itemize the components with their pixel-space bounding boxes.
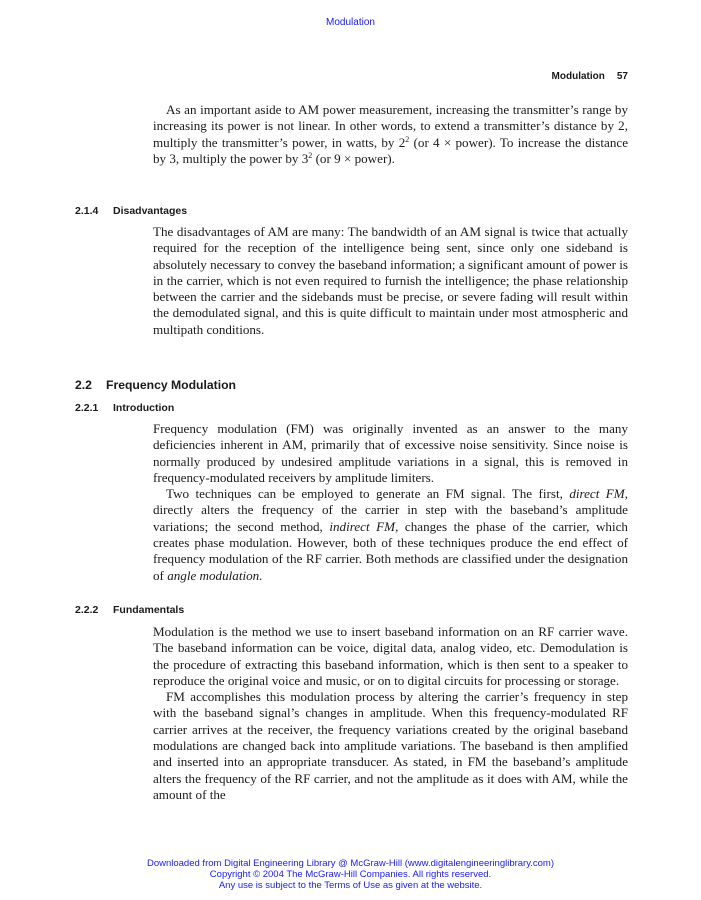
introduction-paragraph-2 [153,486,628,584]
intro-paragraph [153,102,628,167]
disadvantages-block [153,224,628,338]
fundamentals-block [153,624,628,803]
section-title: Disadvantages [113,205,188,217]
footer-terms[interactable]: Any use is subject to the Terms of Use as given at the website. [218,880,483,891]
emphasis: direct FM, [569,486,628,502]
section-title: Frequency Modulation [106,378,237,392]
section-number: 2.2.2 [75,604,99,616]
running-title: Modulation [551,71,605,82]
page-number: 57 [616,71,628,82]
disadvantages-paragraph: The disadvantages of AM are many: The bandwidth of an AM signal is twice that actually required for the reception of the intelligence being sent, since only one sideband is absolutely necessary to convey the baseband information; a significant amount of power is in the carrier, which is not even required to furnish the intelligence; the phase relationship between the carrier and the sidebands must be precise, or severe fading will result within the demodulated signal, and this is quite difficult to maintain under most atmospheric and multipath conditions. [153,224,628,337]
section-title: Fundamentals [113,604,185,616]
introduction-block [153,421,628,584]
intro-block [153,102,628,167]
emphasis: angle modulation. [167,567,263,583]
section-heading-2-2-2 [75,604,184,616]
emphasis: indirect FM, [329,518,399,534]
footer-download-link[interactable]: Downloaded from Digital Engineering Library @ McGraw-Hill (www.digitalengineeringlibrary.com) [146,858,555,869]
text-run: As an important aside to AM power measurement, increasing the transmitter’s range by increasing its power is not linear. In other words, to extend a transmitter’s distance by 2, multiply the transmitter’s power, in watts, by 2 [153,102,628,150]
superscript: 2 [308,150,313,160]
superscript: 2 [405,134,410,144]
section-title: Introduction [113,402,175,414]
footer [0,858,701,891]
section-number: 2.2.1 [75,402,99,414]
footer-copyright[interactable]: Copyright © 2004 The McGraw-Hill Companies. All rights reserved. [209,869,492,880]
text-run: directly alters the frequency of the carrier in step with the baseband’s amplitude variations; the second method, [153,502,628,534]
fundamentals-paragraph-2: FM accomplishes this modulation process by altering the carrier’s frequency in step with the baseband signal’s changes in amplitude. When this frequency-modulated RF carrier arrives at the receiver, the frequency variations created by the original baseband modulations are changed back into amplitude variations. The baseband is then amplified and inserted into an appropriate transducer. As stated, in FM the baseband’s amplitude alters the frequency of the RF carrier, and not the amplitude as it does with AM, while the amount of the [153,689,628,802]
text-run: changes the phase of the carrier, which creates phase modulation. However, both of these techniques produce the end effect of frequency modulation of the RF carrier. Both methods are classified under the designation of [153,518,628,583]
text-run: Two techniques can be employed to generate an FM signal. The first, [166,486,570,502]
text-run: (or 9 × power). [312,150,395,166]
section-heading-2-2 [75,378,236,392]
fundamentals-paragraph-1: Modulation is the method we use to insert baseband information on an RF carrier wave. The baseband information can be voice, digital data, analog video, etc. Demodulation is the procedure of extracting this baseband information, which is then sent to a speaker to reproduce the original voice and music, or on to digital circuits for processing or storage. [153,624,628,688]
section-heading-2-2-1 [75,402,174,414]
section-number: 2.2 [75,378,92,392]
introduction-paragraph-1: Frequency modulation (FM) was originally invented as an answer to the many deficiencies inherent in AM, primarily that of excessive noise sensitivity. Since noise is normally produced by undesired amplitude variations in a signal, this is removed in frequency-modulated receivers by amplitude limiters. [153,421,628,485]
section-number: 2.1.4 [75,205,99,217]
section-heading-2-1-4 [75,205,187,217]
text-run: (or 4 × power). To increase the distance by 3, multiply the power by 3 [153,134,629,166]
running-head [552,71,628,82]
top-link[interactable]: Modulation [326,17,375,28]
